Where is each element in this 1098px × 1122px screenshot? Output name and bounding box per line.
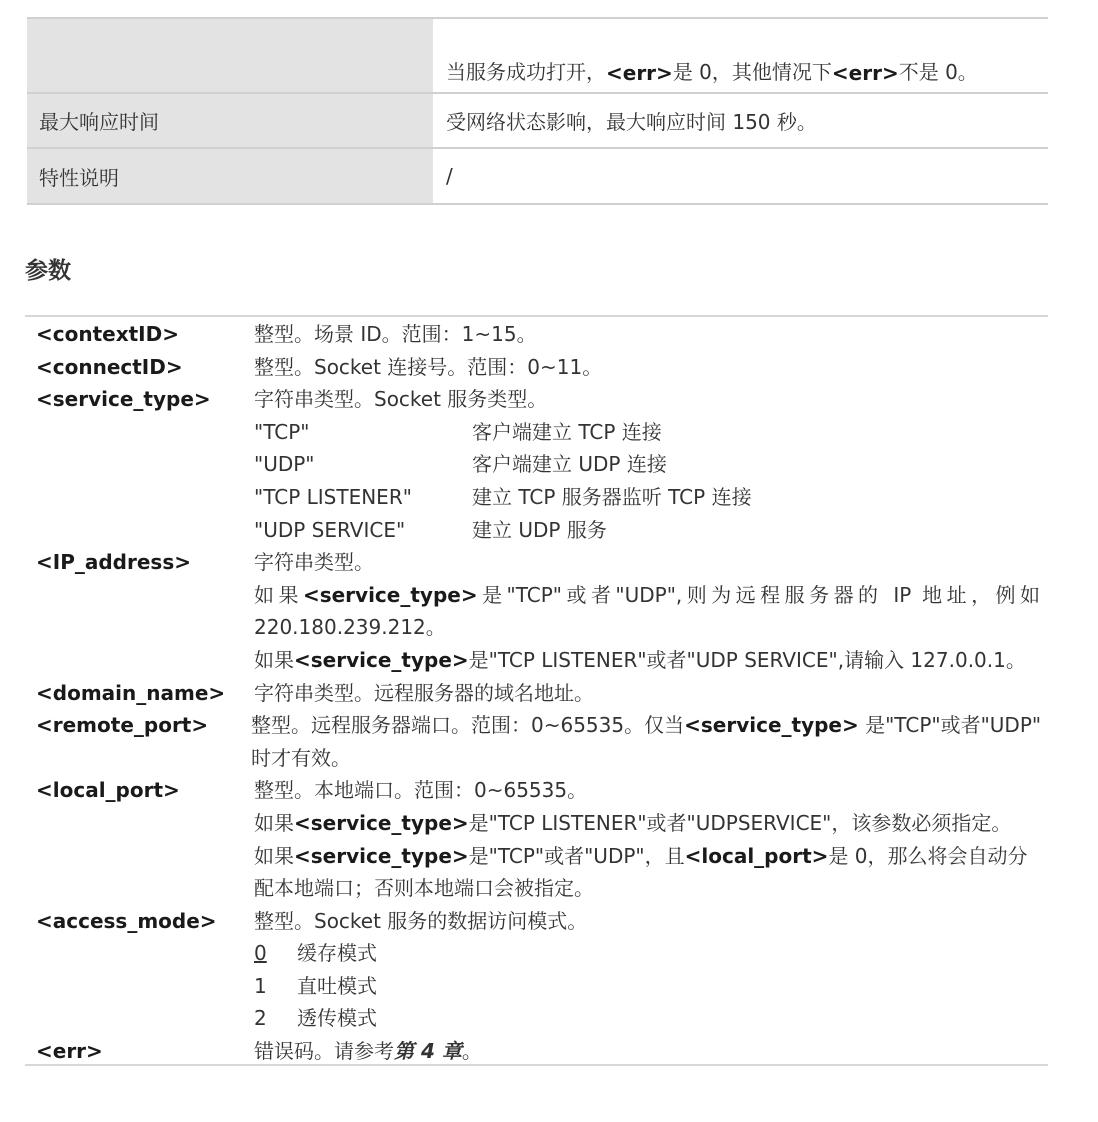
table-row bbox=[27, 149, 1048, 205]
param-ref: <service_type> bbox=[294, 810, 469, 835]
option-row: "UDP SERVICE" 建立 UDP 服务 bbox=[254, 517, 607, 542]
param-desc: 整型。Socket 连接号。范围：0~11。 bbox=[254, 354, 603, 379]
param-name: <access_mode> bbox=[36, 908, 217, 933]
table-row bbox=[27, 94, 1048, 149]
param-name: <local_port> bbox=[36, 778, 180, 803]
param-ref: <service_type> bbox=[294, 843, 469, 868]
param-remote-port bbox=[36, 709, 1040, 774]
option-row: "UDP" 客户端建立 UDP 连接 bbox=[254, 452, 667, 477]
option-row: 2 透传模式 bbox=[254, 1006, 377, 1031]
param-ref: <service_type> bbox=[302, 582, 478, 607]
param-name: <connectID> bbox=[36, 354, 183, 379]
param-desc: 字符串类型。远程服务器的域名地址。 bbox=[254, 680, 594, 705]
param-service-type bbox=[36, 383, 1040, 546]
param-local-port bbox=[36, 774, 1040, 904]
chapter-link[interactable]: 第 4 章 bbox=[394, 1039, 462, 1064]
option-row: "TCP" 客户端建立 TCP 连接 bbox=[254, 419, 662, 444]
param-desc: 整型。场景 ID。范围：1~15。 bbox=[254, 322, 537, 346]
param-access-mode bbox=[36, 905, 1040, 1035]
param-contextID bbox=[36, 318, 1040, 351]
option-row: 1 直吐模式 bbox=[254, 973, 377, 998]
param-ref: <service_type> bbox=[684, 713, 859, 738]
table-row bbox=[27, 17, 1048, 94]
param-name: <err> bbox=[36, 1039, 103, 1064]
section-title: 参数 bbox=[25, 258, 71, 284]
param-desc: 整型。远程服务器端口。范围：0~65535。仅当<service_type> 是"TCP"或者"UDP" 时才有效。 bbox=[251, 713, 1042, 770]
param-desc: 整型。本地端口。范围：0~65535。 如果<service_type>是"TCP LISTENER"或者"UDPSERVICE"，该参数必须指定。 如果<service_type>是"TCP"或者"UDP"，且<local_port>是 0，那么将会自动分 配本地端口；否则本地端口会被指定。 bbox=[254, 778, 1028, 901]
parameter-list bbox=[36, 318, 1040, 1068]
option-row: "TCP LISTENER" 建立 TCP 服务器监听 TCP 连接 bbox=[254, 484, 752, 509]
param-connectID bbox=[36, 351, 1040, 384]
param-name: <remote_port> bbox=[36, 713, 209, 738]
divider bbox=[25, 315, 1048, 317]
err-ref: <err> bbox=[831, 61, 899, 85]
param-ref: <service_type> bbox=[294, 647, 469, 672]
param-name: <IP_address> bbox=[36, 550, 191, 575]
table-label-cell bbox=[27, 19, 433, 92]
param-ip-address bbox=[36, 546, 1040, 676]
param-desc: 字符串类型。Socket 服务类型。 "TCP" 客户端建立 TCP 连接 "UDP" 客户端建立 UDP 连接 "TCP LISTENER" 建立 TCP 服务器监听 TCP 连接 "UDP SERVICE" 建立 UDP 服务 bbox=[254, 383, 1040, 546]
param-desc: 字符串类型。 如果<service_type>是"TCP"或者"UDP",则为远程服务器的 IP 地址，例如 220.180.239.212。 如果<service_type>是"TCP LISTENER"或者"UDP SERVICE",请输入 127.0.0.1。 bbox=[254, 550, 1041, 672]
param-domain-name bbox=[36, 677, 1040, 710]
info-table bbox=[27, 17, 1048, 205]
param-desc: 错误码。请参考第 4 章。 bbox=[254, 1039, 482, 1064]
param-name: <contextID> bbox=[36, 322, 179, 346]
err-ref: <err> bbox=[606, 61, 673, 85]
param-ref: <local_port> bbox=[684, 843, 829, 868]
param-name: <service_type> bbox=[36, 387, 211, 412]
table-value-cell: / bbox=[446, 164, 453, 188]
param-err bbox=[36, 1035, 1040, 1068]
table-value-cell: 当服务成功打开， <err> 是 0，其他情况下 <err> 不是 0。 bbox=[446, 60, 978, 85]
table-label-cell: 特性说明 bbox=[27, 149, 433, 203]
option-row: 0 缓存模式 bbox=[254, 941, 377, 966]
param-name: <domain_name> bbox=[36, 680, 226, 705]
param-desc: 整型。Socket 服务的数据访问模式。 0 缓存模式 1 直吐模式 2 透传模式 bbox=[254, 905, 1040, 1035]
table-value-cell: 受网络状态影响，最大响应时间 150 秒。 bbox=[446, 110, 817, 134]
divider bbox=[25, 1064, 1048, 1066]
table-label-cell: 最大响应时间 bbox=[27, 94, 433, 147]
